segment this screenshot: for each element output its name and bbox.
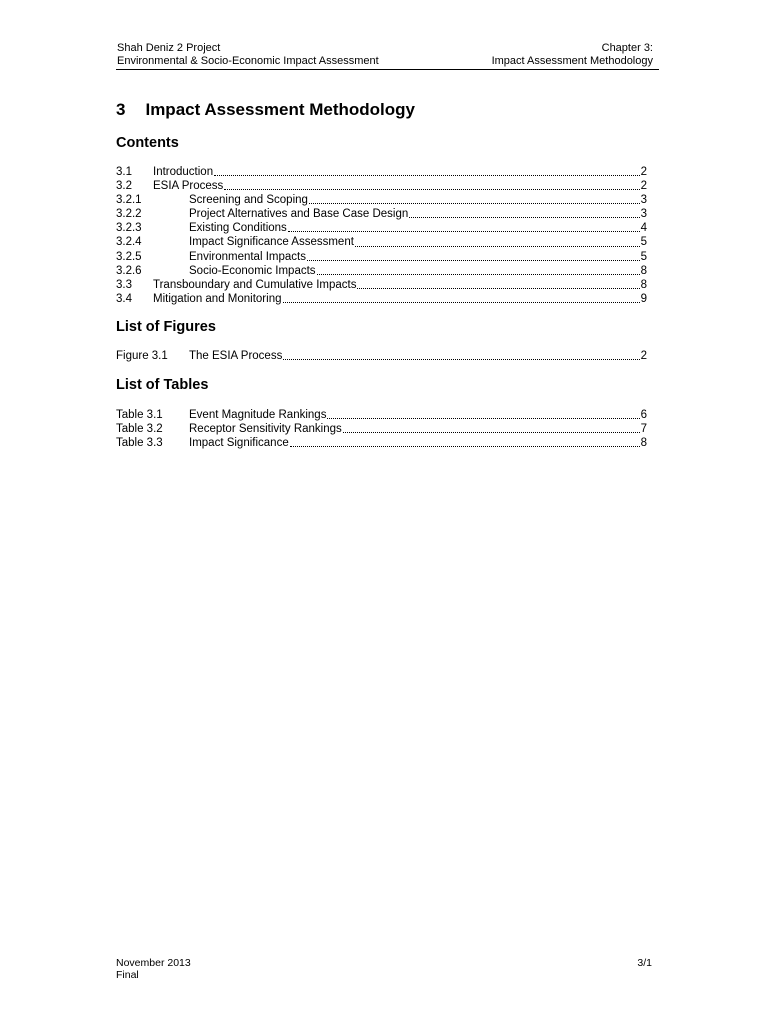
table-entry[interactable] (116, 436, 647, 450)
toc-entry-page: 3 (640, 194, 647, 207)
toc-entry-number: 3.2.2 (116, 208, 142, 221)
toc-entry-label: Introduction (153, 166, 214, 178)
footer-status: Final (116, 969, 139, 981)
table-entry[interactable] (116, 408, 647, 422)
toc-entry-label: ESIA Process (153, 180, 224, 193)
toc-entry[interactable] (116, 250, 647, 264)
dot-leader (317, 264, 640, 275)
dot-leader (307, 250, 640, 261)
toc-entry-page: 4 (640, 222, 647, 235)
toc-entry[interactable] (116, 235, 647, 249)
toc-entry[interactable] (116, 193, 647, 207)
toc-entry-number: 3.2.3 (116, 222, 142, 235)
toc-entry[interactable] (116, 207, 647, 221)
dot-leader (290, 436, 640, 447)
chapter-heading (116, 100, 415, 120)
figure-entry-label: The ESIA Process (189, 350, 283, 362)
figure-entry-number: Figure 3.1 (116, 350, 168, 362)
dot-leader (288, 221, 640, 232)
table-entry[interactable] (116, 422, 647, 436)
figure-entry[interactable] (116, 349, 647, 363)
table-entry-label: Impact Significance (189, 437, 289, 450)
dot-leader (224, 179, 639, 190)
toc-entry-label: Project Alternatives and Base Case Design (189, 208, 409, 221)
toc-entry[interactable] (116, 165, 647, 179)
page-number: 3/1 (637, 957, 652, 969)
page-header (116, 42, 659, 70)
contents-heading: Contents (116, 135, 179, 151)
dot-leader (343, 422, 640, 433)
contents-list (116, 165, 647, 306)
toc-entry-number: 3.4 (116, 292, 132, 305)
toc-entry-label: Existing Conditions (189, 222, 287, 235)
toc-entry-page: 5 (640, 250, 647, 263)
toc-entry[interactable] (116, 264, 647, 278)
toc-entry[interactable] (116, 292, 647, 306)
toc-entry-label: Environmental Impacts (189, 250, 306, 263)
toc-entry-label: Screening and Scoping (189, 194, 308, 207)
toc-entry-number: 3.2.6 (116, 264, 142, 277)
dot-leader (214, 165, 639, 176)
tables-list (116, 408, 647, 450)
document-title: Environmental & Socio-Economic Impact Assessment (117, 55, 379, 67)
dot-leader (309, 193, 640, 204)
dot-leader (327, 408, 639, 419)
chapter-title: Impact Assessment Methodology (145, 100, 416, 119)
toc-entry-page: 2 (640, 166, 647, 178)
table-entry-label: Event Magnitude Rankings (189, 409, 327, 421)
dot-leader (357, 278, 639, 289)
dot-leader (283, 349, 639, 360)
toc-entry-page: 8 (640, 264, 647, 277)
table-entry-page: 7 (640, 423, 647, 436)
toc-entry-number: 3.2.1 (116, 194, 142, 207)
tables-heading: List of Tables (116, 377, 209, 393)
chapter-label: Chapter 3: (601, 42, 653, 54)
table-entry-page: 6 (640, 409, 647, 421)
toc-entry[interactable] (116, 278, 647, 292)
toc-entry[interactable] (116, 179, 647, 193)
toc-entry-number: 3.2 (116, 180, 132, 193)
table-entry-number: Table 3.2 (116, 423, 163, 436)
toc-entry-number: 3.2.5 (116, 250, 142, 263)
footer-date: November 2013 (116, 957, 191, 969)
dot-leader (355, 236, 640, 247)
project-name: Shah Deniz 2 Project (117, 42, 221, 54)
chapter-title-header: Impact Assessment Methodology (491, 55, 653, 67)
page-footer (116, 957, 652, 981)
figures-list (116, 349, 647, 363)
toc-entry-number: 3.1 (116, 166, 132, 178)
toc-entry-label: Socio-Economic Impacts (189, 264, 316, 277)
toc-entry-label: Mitigation and Monitoring (153, 292, 282, 305)
table-entry-number: Table 3.1 (116, 409, 163, 421)
toc-entry-label: Impact Significance Assessment (189, 236, 354, 249)
toc-entry-page: 8 (640, 278, 647, 291)
toc-entry[interactable] (116, 221, 647, 235)
toc-entry-page: 5 (640, 236, 647, 249)
toc-entry-page: 3 (640, 208, 647, 221)
table-entry-page: 8 (640, 437, 647, 450)
toc-entry-number: 3.2.4 (116, 236, 142, 249)
toc-entry-label: Transboundary and Cumulative Impacts (153, 278, 357, 291)
table-entry-label: Receptor Sensitivity Rankings (189, 423, 342, 436)
chapter-number: 3 (116, 100, 126, 119)
dot-leader (283, 292, 640, 303)
dot-leader (409, 207, 639, 218)
toc-entry-page: 9 (640, 292, 647, 305)
figure-entry-page: 2 (640, 350, 647, 362)
figures-heading: List of Figures (116, 319, 216, 335)
table-entry-number: Table 3.3 (116, 437, 163, 450)
toc-entry-page: 2 (640, 180, 647, 193)
toc-entry-number: 3.3 (116, 278, 132, 291)
